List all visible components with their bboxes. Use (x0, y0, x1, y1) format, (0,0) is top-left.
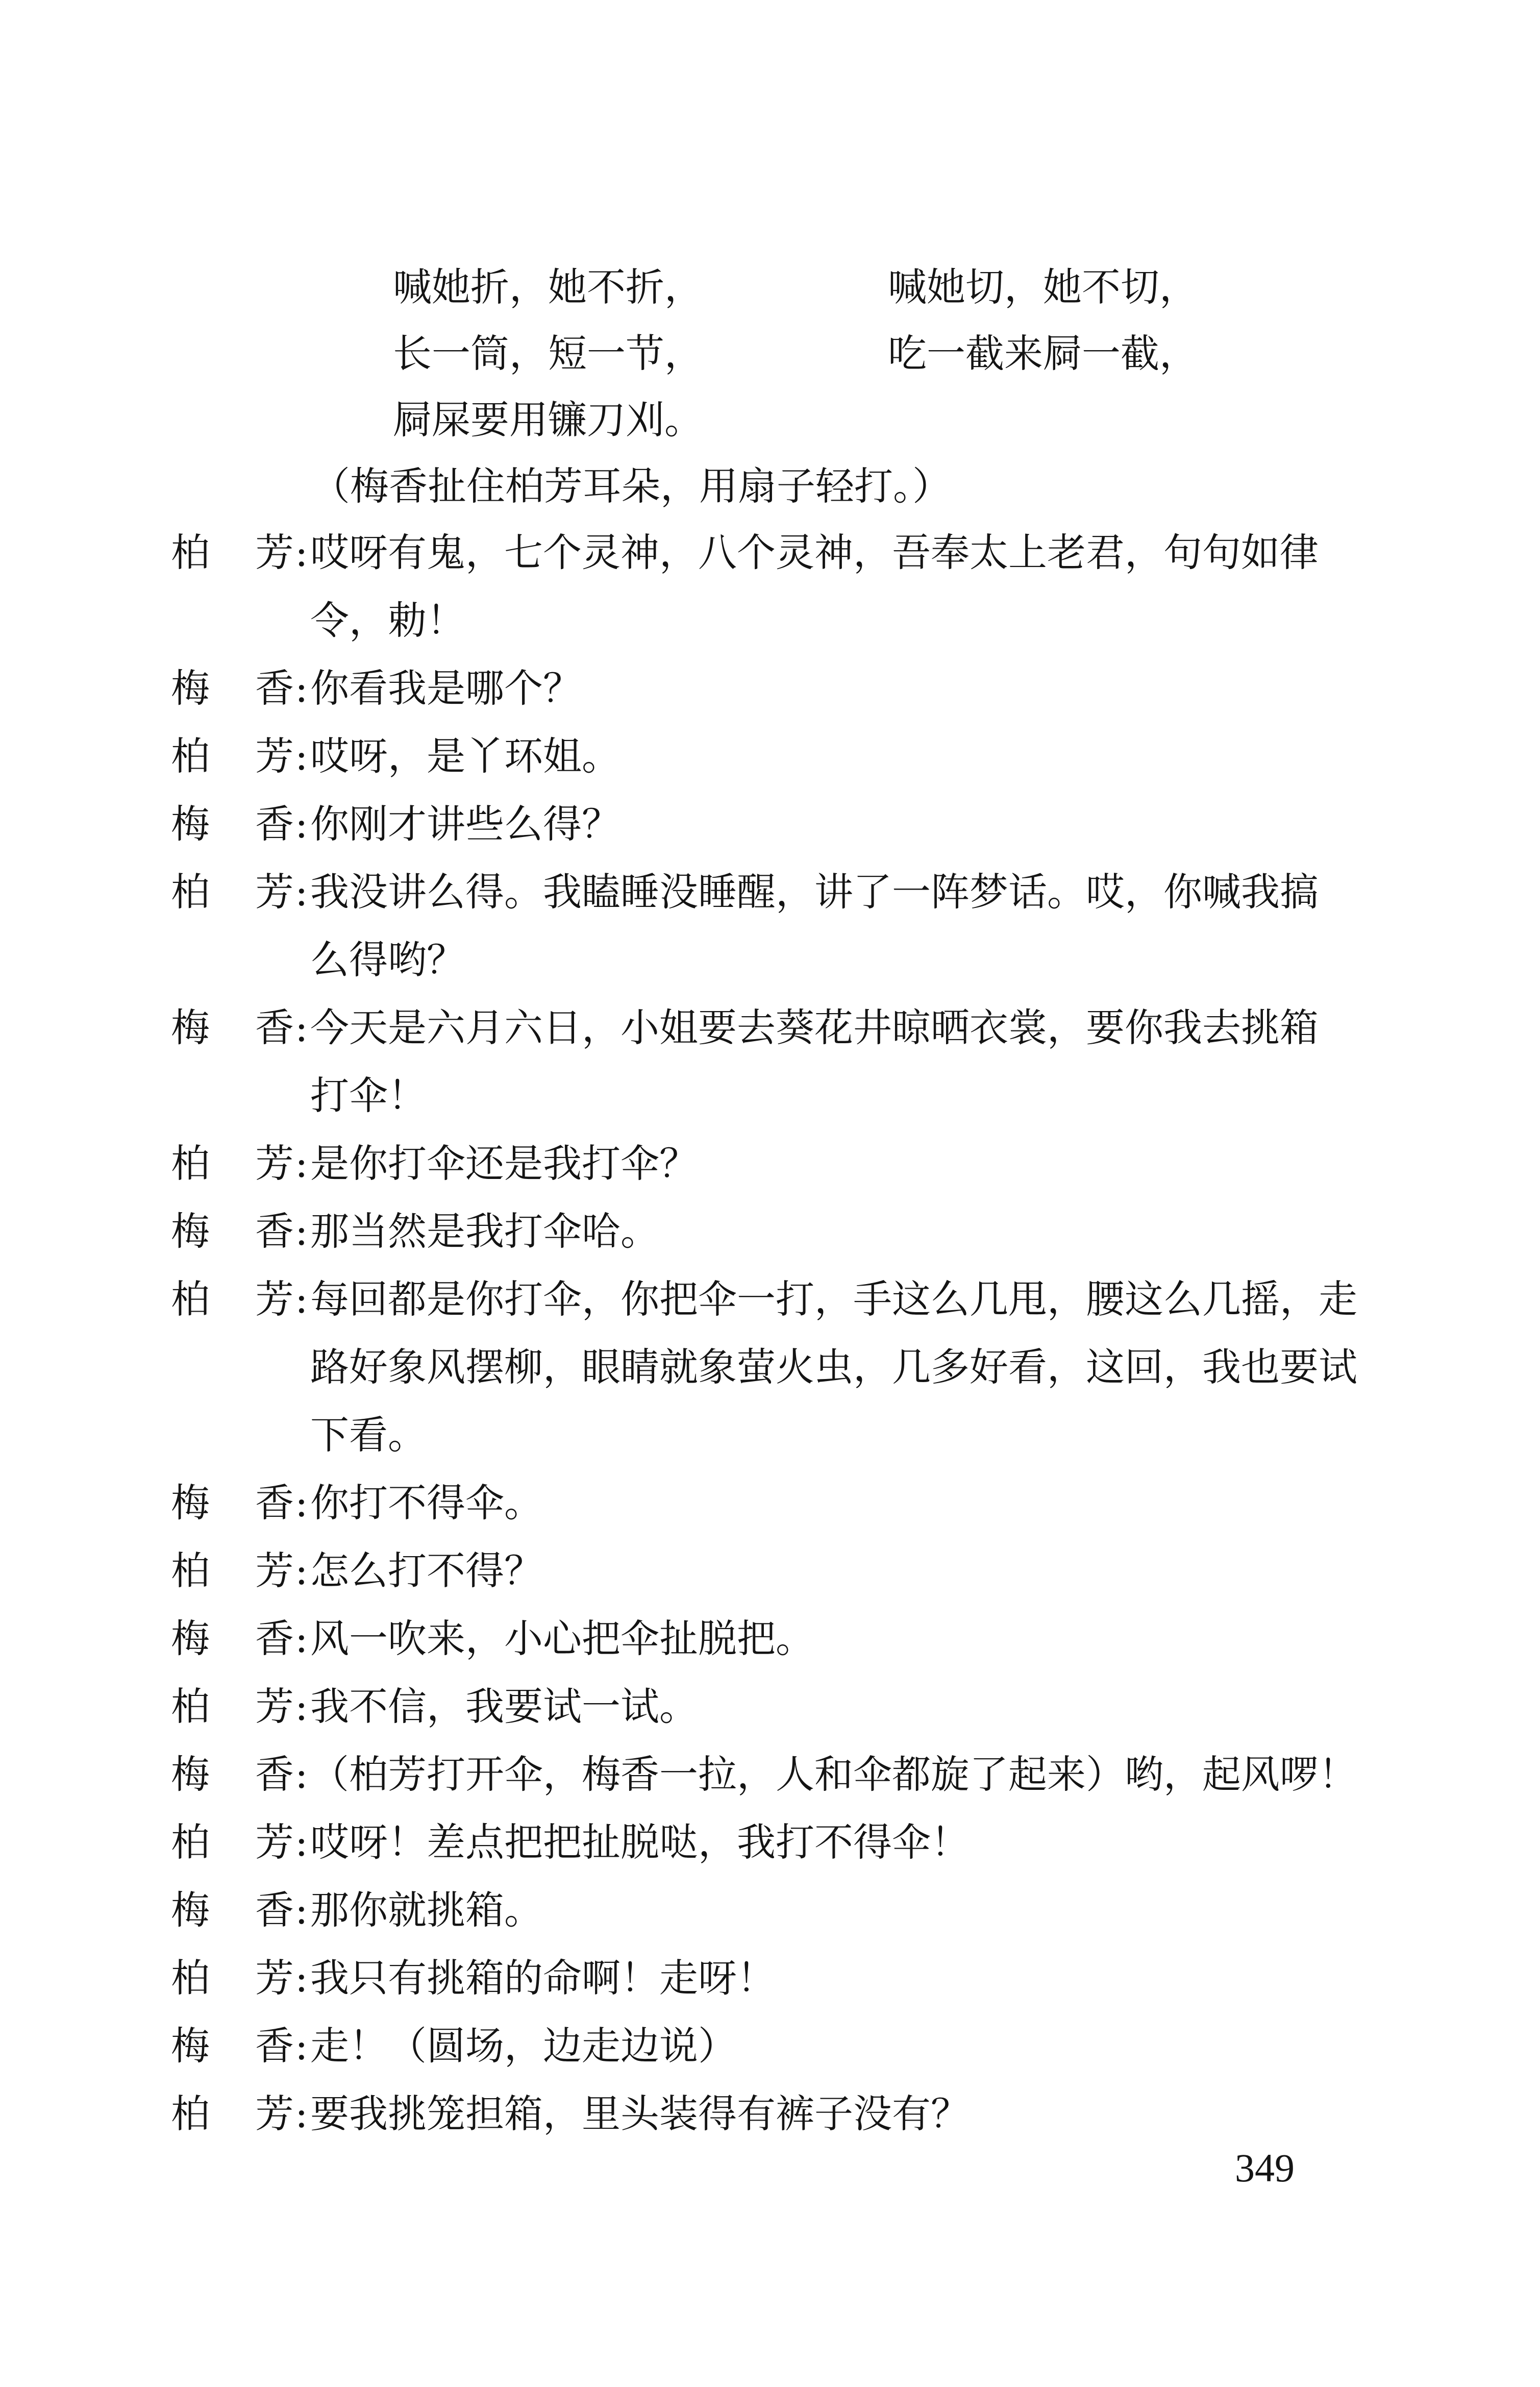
dialogue-text: 你打不得伞。 (310, 1480, 543, 1525)
dialogue-text: 要我挑笼担箱，里头装得有裤子没有？ (310, 2091, 970, 2136)
verse-line-1-left: 喊她折，她不折， (393, 264, 703, 310)
speaker-colon: : (295, 1819, 308, 1865)
dialogue-text: 哎呀，是丫环姐。 (310, 733, 620, 779)
dialogue-text: 风一吹来，小心把伞扯脱把。 (310, 1616, 814, 1661)
speaker-colon: : (295, 1548, 308, 1593)
speaker-colon: : (295, 1955, 308, 2001)
dialogue-text: 我只有挑箱的命啊！走呀！ (310, 1955, 776, 2001)
speaker-name-char-2: 香 (255, 2023, 294, 2069)
speaker-name-char-2: 香 (255, 1616, 294, 1661)
speaker-colon: : (295, 1005, 308, 1050)
dialogue-text: 走！（圆场，边走边说） (310, 2023, 737, 2069)
verse-line-3: 屙屎要用镰刀刈。 (393, 397, 703, 442)
dialogue-text-continuation: 下看。 (310, 1412, 427, 1458)
speaker-name-char-1: 柏 (171, 733, 210, 779)
speaker-colon: : (295, 2023, 308, 2069)
speaker-colon: : (295, 1887, 308, 1933)
speaker-name-char-2: 香 (255, 801, 294, 847)
speaker-colon: : (295, 1276, 308, 1322)
speaker-name-char-2: 芳 (255, 1684, 294, 1729)
dialogue-text: 那当然是我打伞哈。 (310, 1209, 659, 1254)
speaker-name-char-1: 梅 (171, 801, 210, 847)
dialogue-text-continuation: 打伞！ (310, 1073, 427, 1118)
speaker-name-char-1: 梅 (171, 1887, 210, 1933)
speaker-name-char-1: 梅 (171, 1752, 210, 1797)
speaker-name-char-2: 香 (255, 1480, 294, 1525)
speaker-name-char-1: 柏 (171, 869, 210, 915)
speaker-name-char-1: 柏 (171, 1548, 210, 1593)
dialogue-text: 我没讲么得。我瞌睡没睡醒，讲了一阵梦话。哎，你喊我搞 (310, 869, 1319, 915)
dialogue-text: 每回都是你打伞，你把伞一打，手这么几甩，腰这么几摇，走 (310, 1276, 1357, 1322)
speaker-name-char-1: 柏 (171, 1684, 210, 1729)
page-number: 349 (1235, 2146, 1295, 2190)
speaker-name-char-2: 芳 (255, 1819, 294, 1865)
dialogue-text-continuation: 么得哟？ (310, 937, 465, 982)
stage-direction: （梅香扯住柏芳耳朵，用扇子轻打。） (311, 463, 951, 509)
speaker-colon: : (295, 1684, 308, 1729)
speaker-name-char-2: 芳 (255, 1141, 294, 1186)
dialogue-text: 是你打伞还是我打伞？ (310, 1141, 698, 1186)
speaker-name-char-2: 香 (255, 1209, 294, 1254)
verse-line-1-right: 喊她切，她不切， (888, 264, 1198, 310)
dialogue-text: 我不信，我要试一试。 (310, 1684, 698, 1729)
dialogue-text: 你刚才讲些么得？ (310, 801, 620, 847)
speaker-name-char-1: 梅 (171, 1005, 210, 1050)
speaker-colon: : (295, 1209, 308, 1254)
speaker-name-char-1: 柏 (171, 1276, 210, 1322)
speaker-name-char-2: 芳 (255, 733, 294, 779)
speaker-name-char-1: 梅 (171, 1480, 210, 1525)
speaker-colon: : (295, 666, 308, 711)
dialogue-text: 哎呀！差点把把扯脱哒，我打不得伞！ (310, 1819, 970, 1865)
speaker-name-char-1: 柏 (171, 530, 210, 575)
dialogue-text: 今天是六月六日，小姐要去葵花井晾晒衣裳，要你我去挑箱 (310, 1005, 1319, 1050)
verse-line-2-right: 吃一截来屙一截， (888, 331, 1198, 376)
speaker-name-char-2: 香 (255, 1887, 294, 1933)
speaker-name-char-1: 梅 (171, 1209, 210, 1254)
speaker-name-char-2: 芳 (255, 530, 294, 575)
dialogue-text: 那你就挑箱。 (310, 1887, 543, 1933)
speaker-name-char-1: 梅 (171, 2023, 210, 2069)
speaker-colon: : (295, 1616, 308, 1661)
speaker-colon: : (295, 801, 308, 847)
speaker-colon: : (295, 733, 308, 779)
speaker-name-char-1: 柏 (171, 1819, 210, 1865)
dialogue-text-continuation: 路好象风摆柳，眼睛就象萤火虫，几多好看，这回，我也要试 (310, 1344, 1357, 1390)
speaker-name-char-2: 芳 (255, 1955, 294, 2001)
speaker-colon: : (295, 2091, 308, 2136)
speaker-name-char-2: 香 (255, 1752, 294, 1797)
speaker-colon: : (295, 869, 308, 915)
speaker-name-char-2: 芳 (255, 1548, 294, 1593)
speaker-name-char-1: 柏 (171, 1955, 210, 2001)
speaker-name-char-2: 香 (255, 1005, 294, 1050)
speaker-colon: : (295, 530, 308, 575)
speaker-name-char-2: 香 (255, 666, 294, 711)
speaker-name-char-2: 芳 (255, 869, 294, 915)
dialogue-text: 你看我是哪个？ (310, 666, 582, 711)
speaker-name-char-1: 梅 (171, 1616, 210, 1661)
dialogue-text: 哎呀有鬼，七个灵神，八个灵神，吾奉太上老君，句句如律 (310, 530, 1319, 575)
speaker-name-char-2: 芳 (255, 2091, 294, 2136)
dialogue-text: 怎么打不得？ (310, 1548, 543, 1593)
speaker-colon: : (295, 1752, 308, 1797)
speaker-name-char-2: 芳 (255, 1276, 294, 1322)
dialogue-text-continuation: 令，勅！ (310, 598, 465, 643)
speaker-colon: : (295, 1141, 308, 1186)
speaker-name-char-1: 柏 (171, 2091, 210, 2136)
dialogue-text: （柏芳打开伞，梅香一拉，人和伞都旋了起来）哟，起风啰！ (310, 1752, 1357, 1797)
verse-line-2-left: 长一筒，短一节， (393, 331, 703, 376)
speaker-name-char-1: 柏 (171, 1141, 210, 1186)
speaker-colon: : (295, 1480, 308, 1525)
speaker-name-char-1: 梅 (171, 666, 210, 711)
